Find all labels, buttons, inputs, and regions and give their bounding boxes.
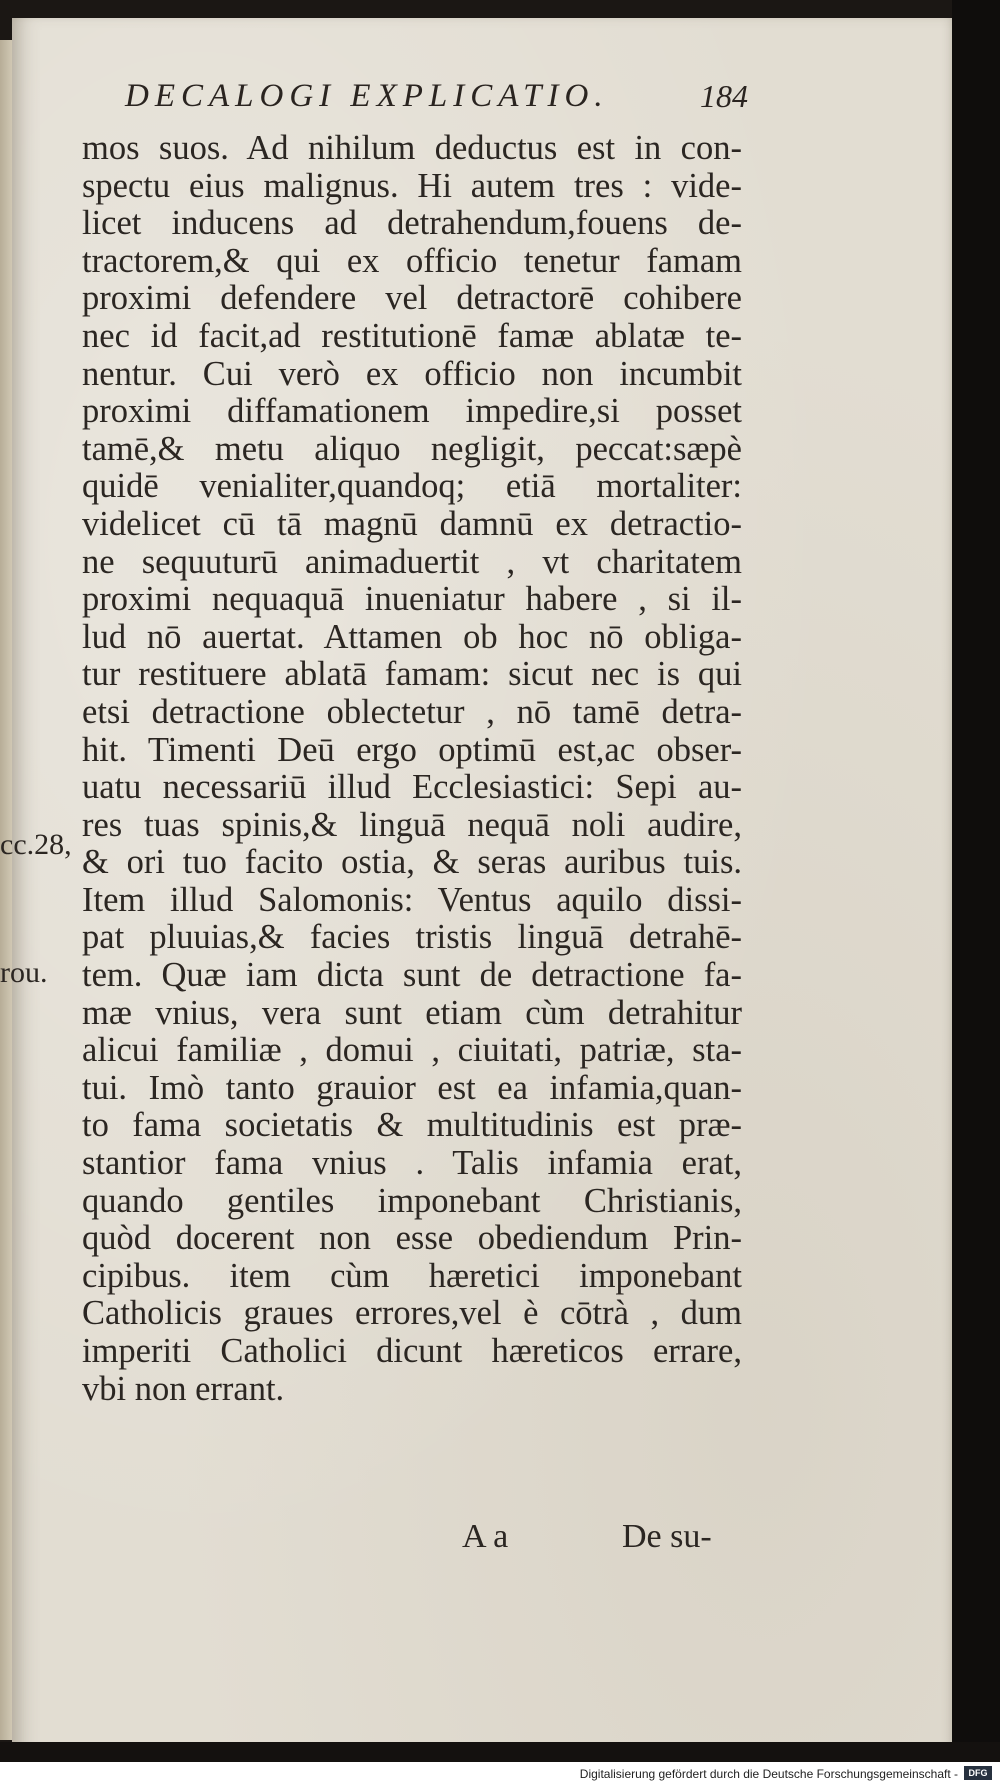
text-line: nec id facit,ad restitutionē famæ ablatæ te- (82, 316, 742, 355)
margin-note: rou. (0, 956, 48, 989)
text-line: & ori tuo facito ostia, & seras auribus tuis. (82, 843, 742, 882)
text-line: to fama societatis & multitudinis est præ- (82, 1106, 742, 1145)
text-line: proximi nequaquā inueniatur habere , si il- (82, 580, 742, 619)
text-line: etsi detractione oblectetur , nō tamē detra- (82, 692, 742, 731)
text-line: ne sequuturū animaduertit , vt charitatem (82, 542, 742, 581)
text-line: stantior fama vnius . Talis infamia erat, (82, 1144, 742, 1183)
text-line: quòd docerent non esse obediendum Prin- (82, 1219, 742, 1258)
page-number: 184 (700, 78, 748, 114)
text-line: imperiti Catholici dicunt hæreticos errare, (82, 1332, 742, 1370)
text-line: Catholicis graues errores,vel è cōtrà , dum (82, 1294, 742, 1333)
text-line: tractorem,& qui ex officio tenetur famam (82, 241, 742, 280)
text-line: vbi non errant. (82, 1369, 285, 1408)
text-line: tamē,& metu aliquo negligit, peccat:sæpè (82, 429, 742, 468)
text-line: pat pluuias,& facies tristis linguā detrahē- (82, 918, 742, 957)
text-line: lud nō auertat. Attamen ob hoc nō obliga- (82, 617, 742, 656)
dfg-logo: DFG (964, 1766, 992, 1780)
text-line: tem. Quæ iam dicta sunt de detractione fa- (82, 956, 742, 995)
scan-bottom-edge (0, 1742, 1000, 1762)
catchword: De su- (622, 1518, 712, 1555)
text-line: videlicet cū tā magnū damnū ex detractio- (82, 504, 742, 543)
text-line: cipibus. item cùm hæretici imponebant (82, 1256, 742, 1295)
text-line: hit. Timenti Deū ergo optimū est,ac obser- (82, 730, 742, 769)
text-line: Item illud Salomonis: Ventus aquilo dissi- (82, 880, 742, 919)
text-line: quando gentiles imponebant Christianis, (82, 1181, 742, 1220)
text-line: nentur. Cui verò ex officio non incumbit (82, 354, 742, 393)
text-line: tur restituere ablatā famam: sicut nec is qui (82, 655, 742, 694)
text-line: mæ vnius, vera sunt etiam cùm detrahitur (82, 993, 742, 1032)
text-line: proximi diffamationem impedire,si posset (82, 392, 742, 431)
text-line: spectu eius malignus. Hi autem tres : vide- (82, 166, 742, 205)
funding-credit: Digitalisierung gefördert durch die Deutsche Forschungsgemeinschaft - (579, 1767, 958, 1781)
scan-background (952, 0, 1000, 1787)
text-line: alicui familiæ , domui , ciuitati, patriæ, sta- (82, 1031, 742, 1070)
text-line: mos suos. Ad nihilum deductus est in con- (82, 129, 742, 167)
margin-note: cc.28, (0, 828, 72, 861)
text-line: proximi defendere vel detractorē cohibere (82, 279, 742, 318)
running-head: DECALOGI EXPLICATIO. (125, 78, 609, 114)
body-text (82, 130, 762, 1408)
text-line: tui. Imò tanto grauior est ea infamia,quan- (82, 1068, 742, 1107)
text-line: uatu necessariū illud Ecclesiastici: Sepi au- (82, 768, 742, 807)
signature-mark: A a (462, 1518, 509, 1555)
text-line: licet inducens ad detrahendum,fouens de- (82, 204, 742, 243)
text-line: res tuas spinis,& linguā nequā noli audire, (82, 805, 742, 844)
text-line: quidē venialiter,quandoq; etiā mortaliter: (82, 467, 742, 506)
